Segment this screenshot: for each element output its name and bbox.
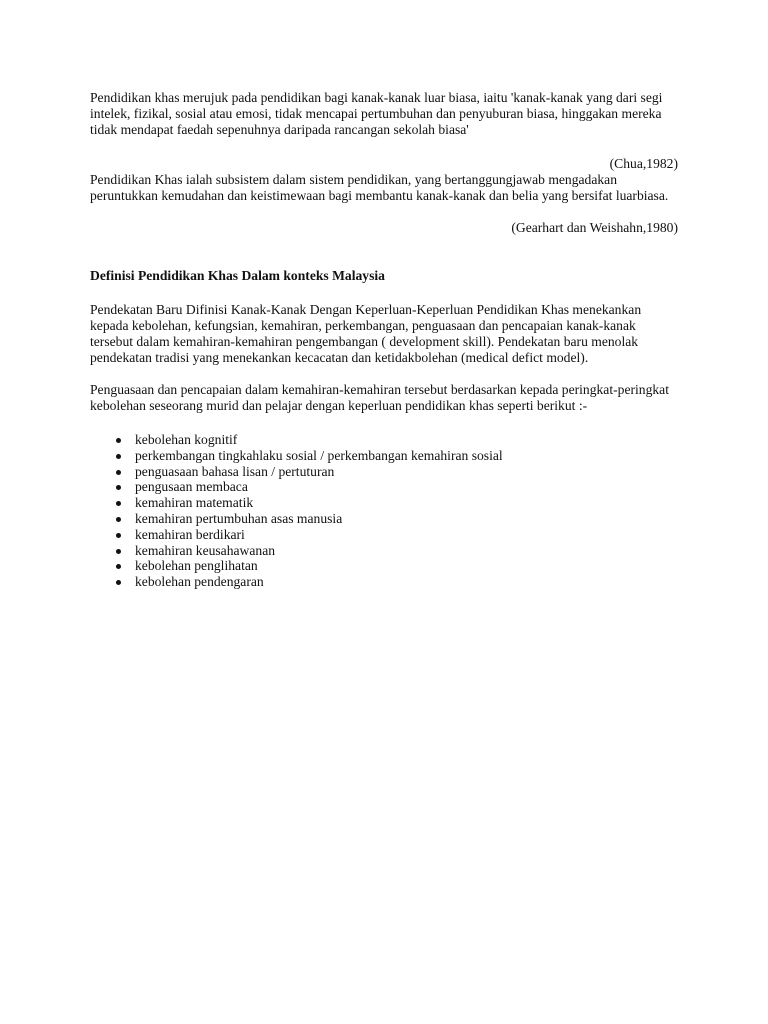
list-item-label: kemahiran pertumbuhan asas manusia (135, 510, 343, 526)
list-item-label: kemahiran berdikari (135, 526, 245, 542)
bullet-icon (116, 517, 121, 522)
list-item-label: kemahiran keusahawanan (135, 542, 276, 558)
bullet-icon (116, 501, 121, 506)
list-item-label: penguasaan bahasa lisan / pertuturan (135, 463, 335, 479)
list-item (90, 511, 503, 527)
section-heading: Definisi Pendidikan Khas Dalam konteks Malaysia (90, 268, 385, 283)
list-item (90, 527, 503, 543)
list-item (90, 479, 503, 495)
bullet-icon (116, 454, 121, 459)
list-item-label: kemahiran matematik (135, 495, 254, 511)
list-item-label: perkembangan tingkahlaku sosial / perkembangan kemahiran sosial (135, 447, 503, 463)
list-item (90, 543, 503, 559)
list-item-label: kebolehan penglihatan (135, 558, 258, 574)
paragraph-definition-gearhart: Pendidikan Khas ialah subsistem dalam sistem pendidikan, yang bertanggungjawab mengadakan peruntukkan kemudahan dan keistimewaan bagi membantu kanak-kanak dan belia yang bersifat luarbiasa. (90, 172, 669, 203)
citation-gearhart: (Gearhart dan Weishahn,1980) (511, 220, 678, 235)
list-item (90, 558, 503, 574)
list-item (90, 574, 503, 590)
list-item (90, 432, 503, 448)
skills-bullet-list (90, 432, 503, 590)
bullet-icon (116, 549, 121, 554)
list-item-label: kebolehan pendengaran (135, 574, 264, 590)
bullet-icon (116, 564, 121, 569)
bullet-icon (116, 580, 121, 585)
paragraph-definition-chua: Pendidikan khas merujuk pada pendidikan bagi kanak-kanak luar biasa, iaitu 'kanak-kanak yang dari segi intelek, fizikal, sosial atau emosi, tidak mencapai pertumbuhan dan penyuburan biasa, hinggakan mereka tidak mendapat faedah sepenuhnya daripada rancangan sekolah biasa' (90, 90, 663, 137)
list-item-label: pengusaan membaca (135, 479, 248, 495)
list-item-label: kebolehan kognitif (135, 432, 238, 447)
bullet-icon (116, 470, 121, 475)
citation-chua: (Chua,1982) (609, 156, 678, 171)
list-item (90, 448, 503, 464)
list-item (90, 464, 503, 480)
paragraph-skill-levels: Penguasaan dan pencapaian dalam kemahiran-kemahiran tersebut berdasarkan kepada peringkat-peringkat kebolehan seseorang murid dan pelajar dengan keperluan pendidikan khas seperti berikut :- (90, 382, 669, 413)
bullet-icon (116, 438, 121, 443)
bullet-icon (116, 485, 121, 490)
paragraph-new-approach: Pendekatan Baru Difinisi Kanak-Kanak Dengan Keperluan-Keperluan Pendidikan Khas menekankan kepada kebolehan, kefungsian, kemahiran, perkembangan, penguasaan dan pencapaian kanak-kanak tersebut dalam kemahiran-kemahiran pengembangan ( development skill). Pendekatan baru menolak pendekatan tradisi yang menekankan kecacatan dan ketidakbolehan (medical defict model). (90, 302, 642, 365)
list-item (90, 495, 503, 511)
bullet-icon (116, 533, 121, 538)
